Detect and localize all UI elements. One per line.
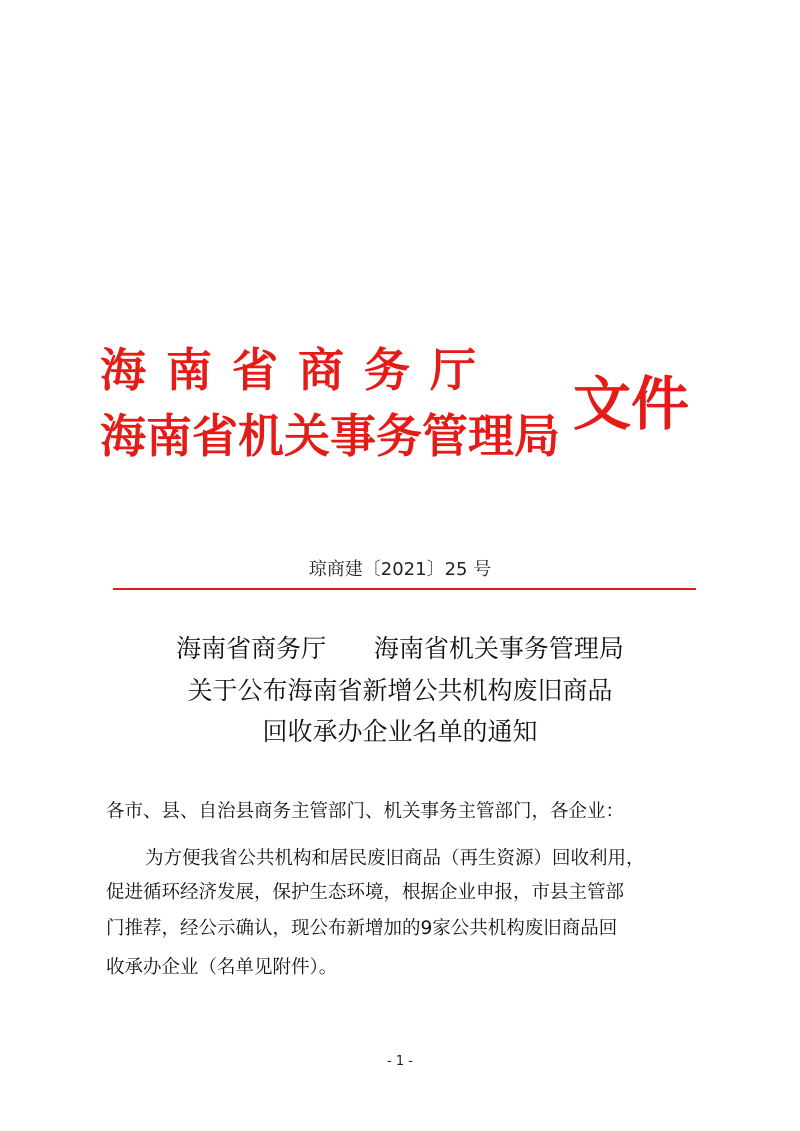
body-paragraph-line: 门推荐，经公示确认，现公布新增加的9家公共机构废旧商品回	[106, 918, 618, 939]
issuer-name-commerce: 海南省商务厅	[100, 343, 496, 397]
issuer-name-administration: 海南省机关事务管理局	[100, 409, 560, 463]
body-paragraph-line: 为方便我省公共机构和居民废旧商品（再生资源）回收利用，	[145, 848, 645, 869]
page-number: - 1 -	[387, 1054, 413, 1069]
salutation: 各市、县、自治县商务主管部门、机关事务主管部门，各企业：	[106, 801, 625, 822]
body-paragraph-line: 收承办企业（名单见附件）。	[106, 957, 338, 978]
notice-title-line-1: 海南省商务厅 海南省机关事务管理局	[176, 634, 624, 663]
document-type-label: 文件	[573, 370, 690, 438]
document-number: 琼商建〔2021〕25 号	[308, 559, 492, 580]
notice-title-line-2: 关于公布海南省新增公共机构废旧商品	[187, 676, 613, 705]
red-divider-line	[113, 588, 696, 590]
body-paragraph-line: 促进循环经济发展，保护生态环境，根据企业申报，市县主管部	[106, 882, 625, 903]
notice-title-line-3: 回收承办企业名单的通知	[262, 717, 538, 746]
